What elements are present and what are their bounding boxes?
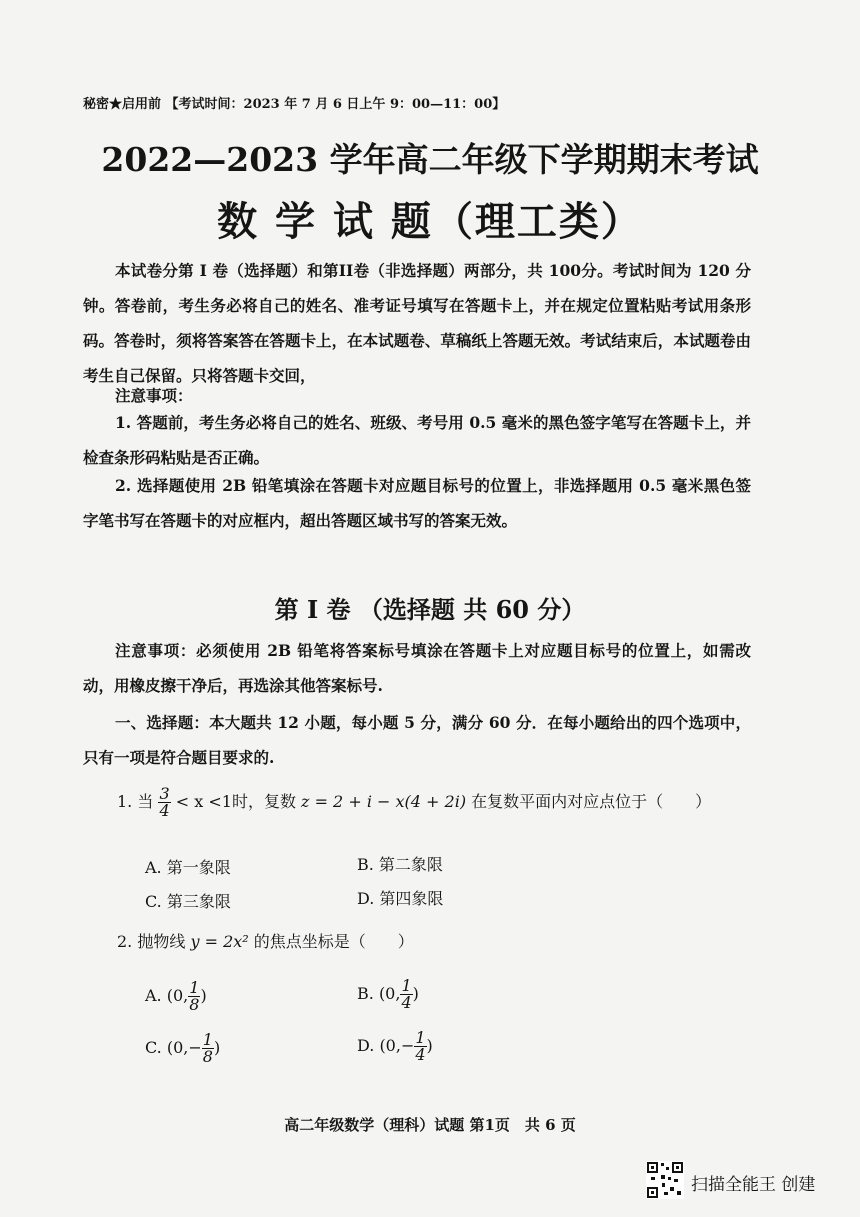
- option-prefix: (0,: [166, 986, 189, 1005]
- exam-subject-title: 数 学 试 题（理工类）: [217, 198, 643, 245]
- q1-option-d: D. 第四象限: [357, 889, 444, 908]
- q1-option-c: C. 第三象限: [145, 892, 231, 911]
- notice-heading: 注意事项：: [115, 386, 193, 405]
- confidential-header: 秘密★启用前 【考试时间：2023 年 7 月 6 日上午 9：00—11：00】: [83, 97, 506, 112]
- fraction-numerator: 1: [202, 1030, 213, 1049]
- option-suffix: ): [426, 1036, 433, 1055]
- question-lead: 抛物线: [137, 932, 186, 951]
- option-suffix: ): [213, 1038, 221, 1057]
- q2-option-b: [357, 978, 419, 1011]
- option-prefix: (0,: [378, 984, 401, 1003]
- q1-option-b: B. 第二象限: [357, 855, 443, 874]
- fraction-numerator: 3: [159, 784, 170, 803]
- question-tail: 在复数平面内对应点位于（ ）: [471, 792, 712, 811]
- fraction: [188, 980, 200, 1013]
- question-2: [117, 929, 414, 952]
- page-footer: 高二年级数学（理科）试题 第1页 共 6 页: [284, 1116, 576, 1134]
- fraction: [414, 1030, 426, 1063]
- fraction-numerator: 1: [415, 1028, 426, 1047]
- fraction: [158, 786, 170, 819]
- q2-option-a: [145, 980, 207, 1013]
- q2-option-d: [357, 1030, 433, 1063]
- q2-option-c: [145, 1032, 220, 1065]
- question-expression: y = 2x²: [190, 932, 249, 951]
- fraction: [400, 978, 412, 1011]
- qr-code-icon: [646, 1161, 684, 1199]
- exam-title: 2022—2023 学年高二年级下学期期末考试: [101, 140, 759, 179]
- question-1: [117, 786, 711, 819]
- q1-option-a: A. 第一象限: [145, 858, 231, 877]
- question-tail: 的焦点坐标是（ ）: [253, 932, 414, 951]
- question-number: 1.: [117, 792, 133, 811]
- question-number: 2.: [117, 932, 133, 951]
- question-condition: < x <1时，复数: [175, 792, 296, 811]
- section-instruction: 一、选择题：本大题共 12 小题，每小题 5 分，满分 60 分．在每小题给出的四个选项中，只有一项是符合题目要求的.: [83, 713, 751, 767]
- fraction-denominator: 4: [159, 801, 170, 820]
- fraction: [202, 1032, 214, 1065]
- question-expression: z = 2 + i − x(4 + 2i): [301, 792, 467, 811]
- notice-item-2: 2. 选择题使用 2B 铅笔填涂在答题卡对应题目标号的位置上，非选择题用 0.5 毫米黑色签字笔书写在答题卡的对应框内，超出答题区域书写的答案无效。: [83, 476, 751, 530]
- question-lead: 当: [137, 792, 154, 811]
- option-label: C.: [145, 1038, 162, 1057]
- fraction-numerator: 1: [401, 976, 412, 995]
- option-label: D.: [357, 1036, 375, 1055]
- notice-item-1: 1. 答题前，考生务必将自己的姓名、班级、考号用 0.5 毫米的黑色签字笔写在答题卡上，并检查条形码粘贴是否正确。: [83, 413, 751, 467]
- option-label: A.: [145, 986, 162, 1005]
- section-title: 第 I 卷 （选择题 共 60 分）: [274, 595, 586, 624]
- fraction-denominator: 4: [415, 1045, 426, 1064]
- option-suffix: ): [412, 984, 419, 1003]
- option-prefix: (0,−: [379, 1036, 415, 1055]
- option-prefix: (0,−: [166, 1038, 202, 1057]
- section-notice: 注意事项：必须使用 2B 铅笔将答案标号填涂在答题卡上对应题目标号的位置上，如需改动，用橡皮擦干净后，再选涂其他答案标号.: [83, 641, 751, 695]
- fraction-denominator: 4: [401, 993, 412, 1012]
- intro-paragraph: 本试卷分第 I 卷（选择题）和第II卷（非选择题）两部分，共 100分。考试时间为 120 分钟。答卷前，考生务必将自己的姓名、准考证号填写在答题卡上，并在规定位置粘贴考试用条形码。答卷时，须将答案答在答题卡上，在本试题卷、草稿纸上答题无效。考试结束后，本试题卷由考生自己保留。只将答题卡交回，: [83, 261, 751, 385]
- fraction-numerator: 1: [189, 978, 200, 997]
- option-label: B.: [357, 984, 374, 1003]
- option-suffix: ): [200, 986, 207, 1005]
- scanner-brand-label: 扫描全能王 创建: [691, 1175, 816, 1195]
- fraction-denominator: 8: [202, 1047, 213, 1066]
- fraction-denominator: 8: [189, 995, 200, 1014]
